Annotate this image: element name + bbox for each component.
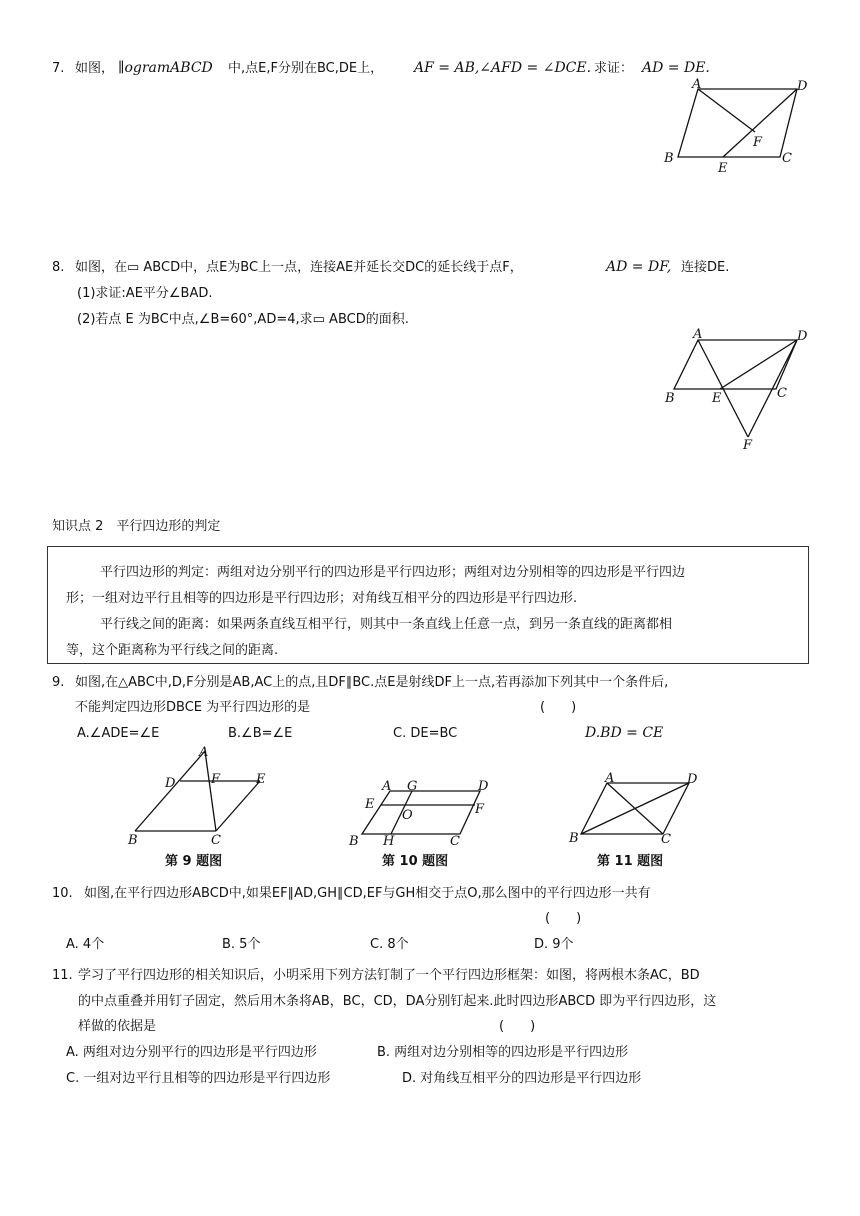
answer-paren: ( ) bbox=[545, 911, 582, 926]
point-label: B bbox=[664, 151, 674, 166]
figure-caption: 第 10 题图 bbox=[382, 854, 449, 869]
figure-q9 bbox=[125, 745, 285, 870]
figure-caption: 第 11 题图 bbox=[597, 854, 664, 869]
figure-q8 bbox=[660, 327, 808, 455]
question-text: 学习了平行四边形的相关知识后，小明采用下列方法钉制了一个平行四边形框架：如图，将两根木条AC，BD bbox=[78, 968, 700, 983]
point-label: A bbox=[605, 771, 615, 786]
point-label: C bbox=[782, 151, 792, 166]
option-a: A.∠ADE=∠E bbox=[77, 726, 160, 741]
figure-q7 bbox=[660, 77, 808, 180]
point-label: C bbox=[211, 833, 221, 848]
point-label: E bbox=[365, 797, 375, 812]
point-label: D bbox=[797, 79, 808, 94]
option-b: B. 5个 bbox=[222, 937, 261, 952]
point-label: A bbox=[199, 745, 209, 760]
option-d: D. 9个 bbox=[534, 937, 574, 952]
question-number: 10. bbox=[52, 886, 73, 901]
point-label: D bbox=[687, 772, 698, 787]
point-label: D bbox=[478, 779, 489, 794]
formula: AD = DF, bbox=[606, 259, 672, 275]
point-label: A bbox=[692, 77, 702, 92]
knowledge-line: 平行四边形的判定：两组对边分别平行的四边形是平行四边形；两组对边分别相等的四边形是平行四边 bbox=[100, 565, 686, 580]
point-label: D bbox=[797, 329, 808, 344]
question-number: 11. bbox=[52, 968, 73, 983]
point-label: O bbox=[402, 808, 413, 823]
knowledge-line: 平行线之间的距离：如果两条直线互相平行，则其中一条直线上任意一点，到另一条直线的距离都相 bbox=[100, 617, 673, 632]
question-text: 如图,在△ABC中,D,F分别是AB,AC上的点,且DF∥BC.点E是射线DF上一点,若再添加下列其中一个条件后, bbox=[75, 675, 669, 690]
option-c: C. DE=BC bbox=[393, 726, 458, 741]
point-label: F bbox=[753, 135, 763, 150]
figure-caption: 第 9 题图 bbox=[165, 854, 223, 869]
option-a: A. 4个 bbox=[66, 937, 105, 952]
point-label: C bbox=[777, 386, 787, 401]
point-label: E bbox=[256, 772, 266, 787]
point-label: A bbox=[693, 327, 703, 342]
question-text: 的中点重叠并用钉子固定，然后用木条将AB，BC，CD，DA分别钉起来.此时四边形ABCD 即为平行四边形，这 bbox=[78, 994, 717, 1009]
point-label: B bbox=[569, 831, 579, 846]
option-a: A. 两组对边分别平行的四边形是平行四边形 bbox=[66, 1045, 317, 1060]
question-number: 7. bbox=[52, 61, 65, 76]
knowledge-line: 等，这个距离称为平行线之间的距离. bbox=[66, 643, 279, 658]
question-text: 如图， bbox=[75, 61, 115, 76]
answer-paren: ( ) bbox=[540, 700, 577, 715]
formula: AF = AB,∠AFD = ∠DCE. bbox=[414, 60, 592, 76]
question-text: 中,点E,F分别在BC,DE上， bbox=[228, 61, 384, 76]
option-d: D. 对角线互相平分的四边形是平行四边形 bbox=[402, 1071, 642, 1086]
point-label: F bbox=[211, 772, 221, 787]
point-label: E bbox=[712, 391, 722, 406]
question-part-2: (2)若点 E 为BC中点,∠B=60°,AD=4,求▭ ABCD的面积. bbox=[77, 312, 409, 327]
point-label: D bbox=[165, 776, 176, 791]
knowledge-box bbox=[47, 546, 809, 664]
question-text: 如图,在平行四边形ABCD中,如果EF∥AD,GH∥CD,EF与GH相交于点O,那么图中的平行四边形一共有 bbox=[84, 886, 651, 901]
point-label: F bbox=[475, 802, 485, 817]
option-c: C. 8个 bbox=[370, 937, 409, 952]
point-label: F bbox=[743, 438, 753, 453]
point-label: G bbox=[407, 779, 418, 794]
point-label: B bbox=[665, 391, 675, 406]
option-c: C. 一组对边平行且相等的四边形是平行四边形 bbox=[66, 1071, 331, 1086]
option-d: D.BD = CE bbox=[585, 725, 664, 741]
question-text: 不能判定四边形DBCE 为平行四边形的是 bbox=[75, 700, 311, 715]
question-text: 样做的依据是 bbox=[78, 1019, 157, 1034]
option-b: B. 两组对边分别相等的四边形是平行四边形 bbox=[377, 1045, 629, 1060]
figure-q10 bbox=[345, 775, 505, 870]
answer-paren: ( ) bbox=[499, 1019, 536, 1034]
formula: ∥ogramABCD bbox=[118, 60, 213, 76]
point-label: C bbox=[661, 832, 671, 847]
knowledge-line: 形；一组对边平行且相等的四边形是平行四边形；对角线互相平分的四边形是平行四边形. bbox=[66, 591, 578, 606]
formula: AD = DE. bbox=[642, 60, 710, 76]
point-label: A bbox=[382, 779, 392, 794]
point-label: E bbox=[718, 161, 728, 176]
figure-q11 bbox=[565, 770, 725, 870]
question-text: 如图，在▭ ABCD中，点E为BC上一点，连接AE并延长交DC的延长线于点F， bbox=[75, 260, 523, 275]
point-label: B bbox=[128, 833, 138, 848]
question-number: 9. bbox=[52, 675, 65, 690]
option-b: B.∠B=∠E bbox=[228, 726, 293, 741]
question-number: 8. bbox=[52, 260, 65, 275]
point-label: H bbox=[383, 834, 395, 849]
question-text: 连接DE. bbox=[681, 260, 730, 275]
question-text: 求证： bbox=[594, 61, 634, 76]
point-label: C bbox=[450, 834, 460, 849]
point-label: B bbox=[349, 834, 359, 849]
question-part-1: (1)求证:AE平分∠BAD. bbox=[77, 286, 213, 301]
section-title: 知识点 2 平行四边形的判定 bbox=[52, 519, 221, 534]
